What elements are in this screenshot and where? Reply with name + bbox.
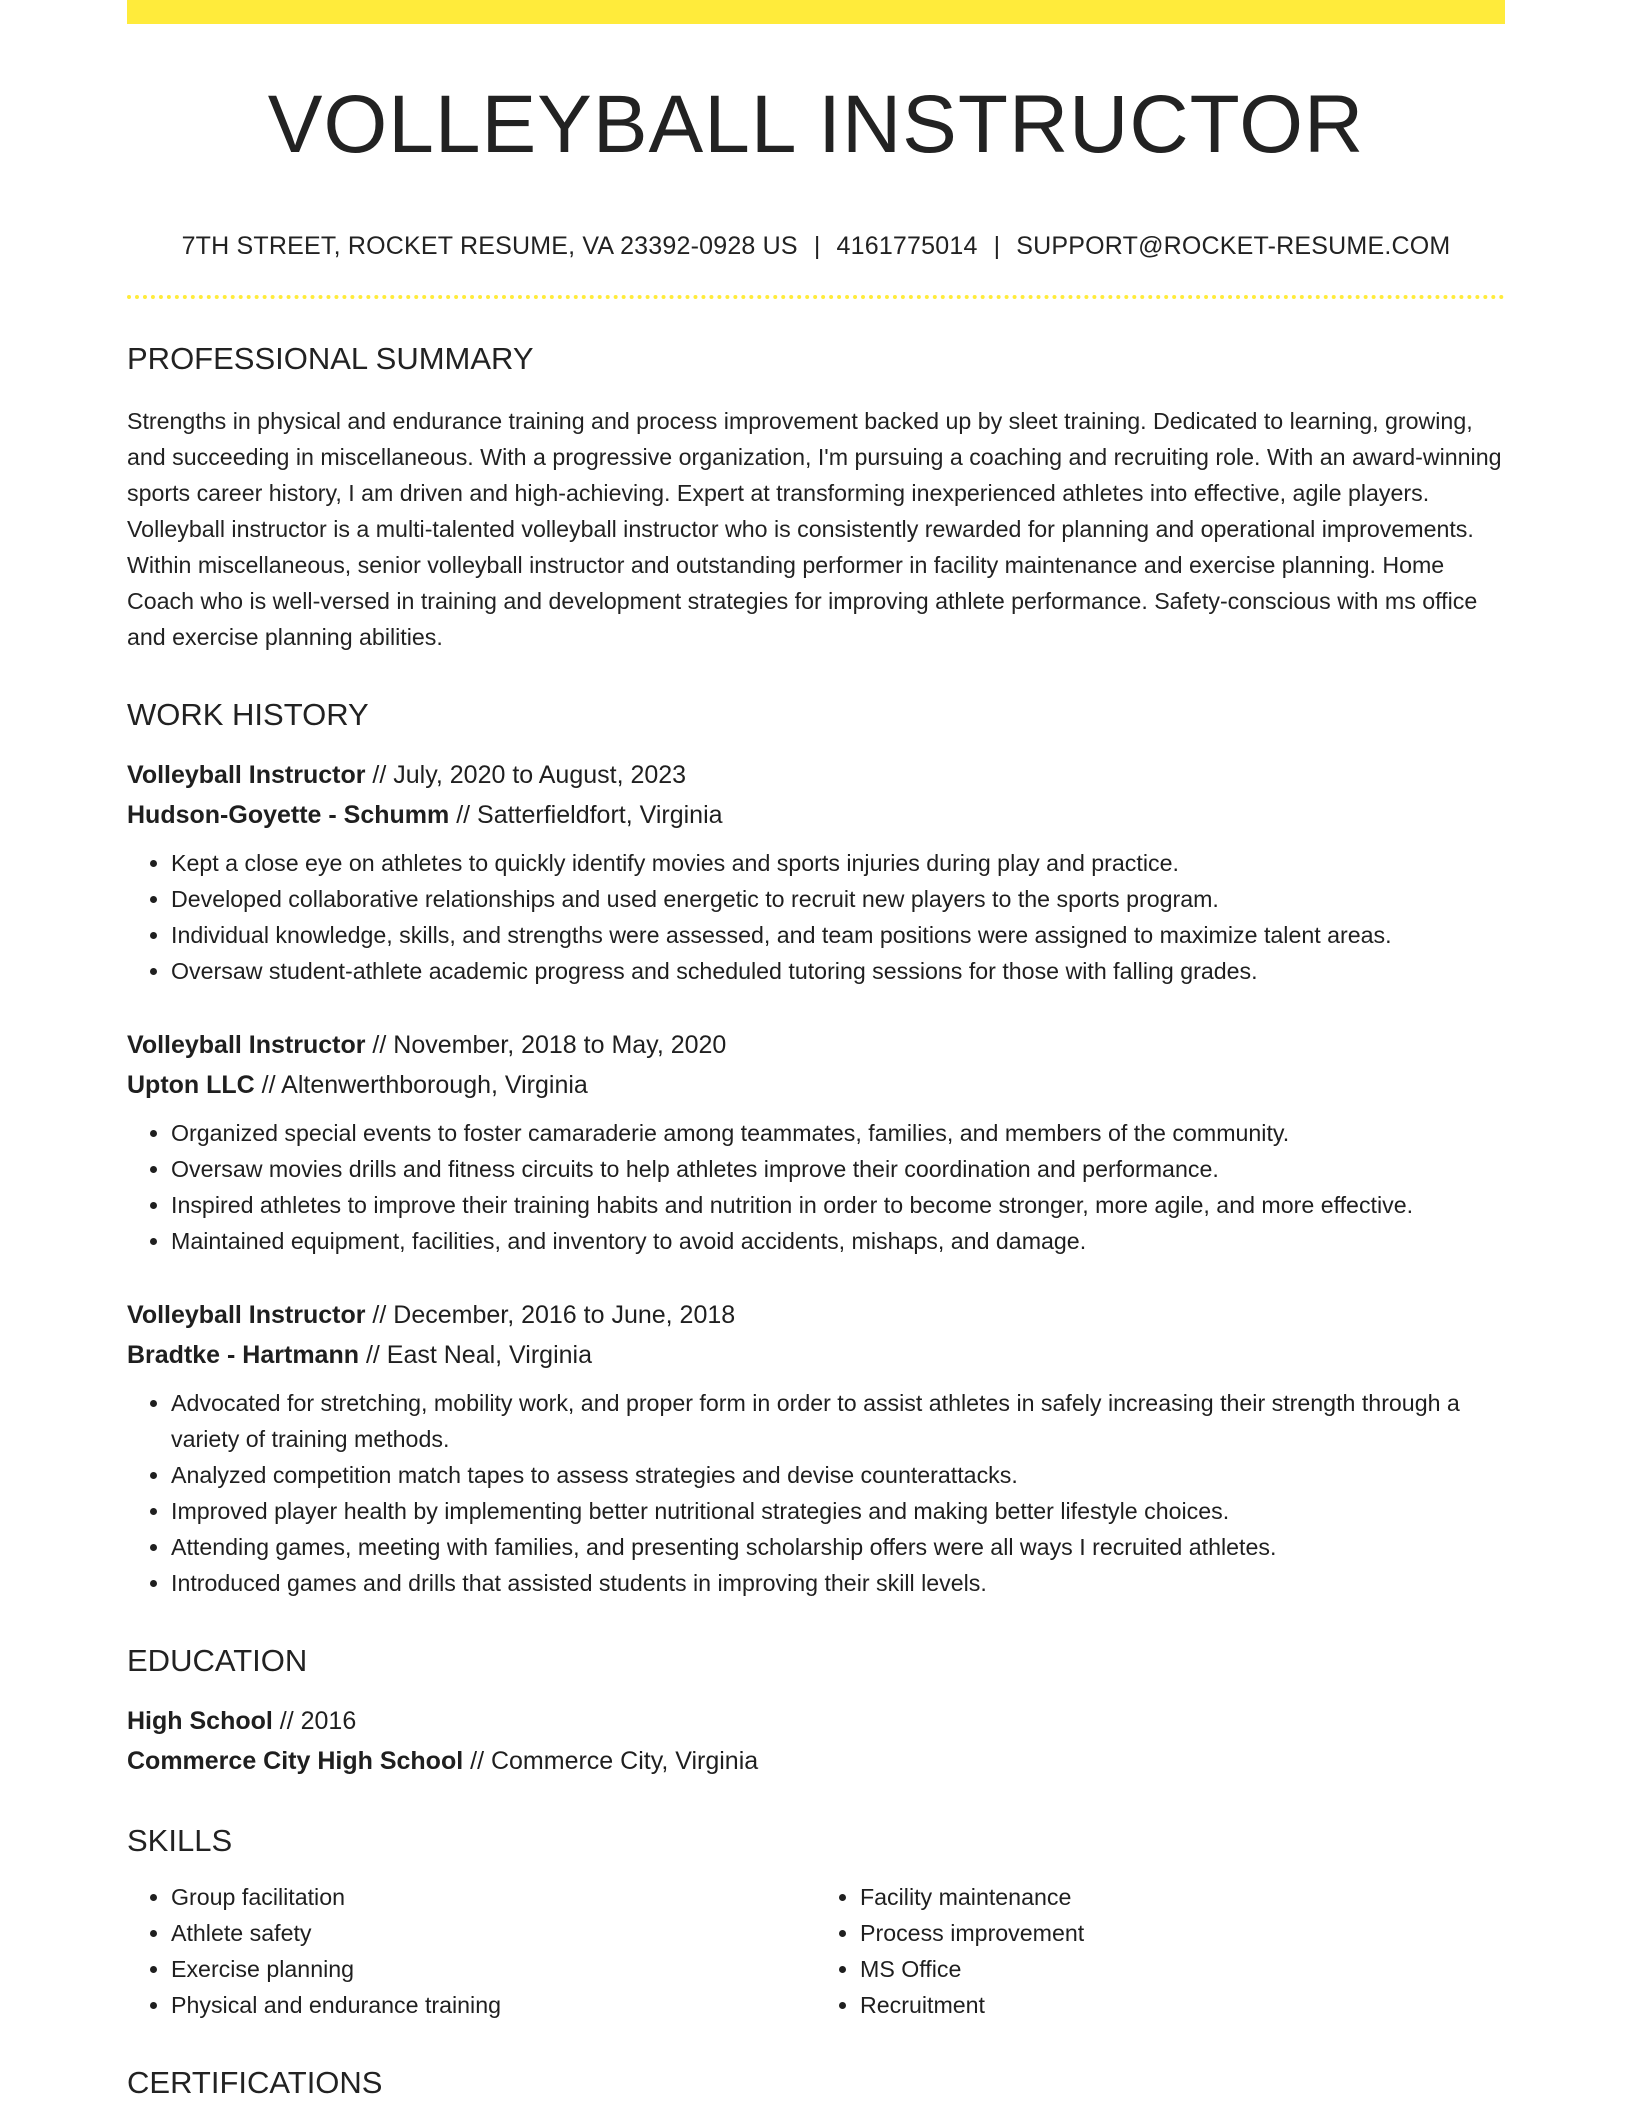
education-school-line: [127, 1741, 1505, 1781]
job-dates: // November, 2018 to May, 2020: [365, 1031, 727, 1059]
education-school: Commerce City High School: [127, 1747, 464, 1775]
job-company: Bradtke - Hartmann: [127, 1341, 359, 1369]
skill-item: • Facility maintenance: [860, 1879, 1505, 1915]
skill-item: • Process improvement: [860, 1915, 1505, 1951]
job-bullet: • Kept a close eye on athletes to quickly identify movies and sports injuries during play and practice.: [171, 845, 1505, 881]
job-bullets: [127, 1385, 1505, 1601]
job-role: Volleyball Instructor: [127, 761, 366, 789]
job-bullets: [127, 1115, 1505, 1259]
certifications-heading: CERTIFICATIONS: [127, 2065, 383, 2100]
skills-column-left: [127, 1879, 816, 2023]
work-history-heading: WORK HISTORY: [127, 697, 369, 732]
job-location: // East Neal, Virginia: [359, 1341, 592, 1369]
job-company: Upton LLC: [127, 1071, 255, 1099]
job-entry: [127, 1025, 1505, 1259]
job-bullet: • Oversaw movies drills and fitness circuits to help athletes improve their coordination and performance.: [171, 1151, 1505, 1187]
job-bullet: • Improved player health by implementing better nutritional strategies and making better lifestyle choices.: [171, 1493, 1505, 1529]
education-location: // Commerce City, Virginia: [463, 1747, 759, 1775]
job-dates: // December, 2016 to June, 2018: [365, 1301, 736, 1329]
job-bullet: • Developed collaborative relationships and used energetic to recruit new players to the sports program.: [171, 881, 1505, 917]
skill-item: • Physical and endurance training: [171, 1987, 816, 2023]
top-accent-bar: [127, 0, 1505, 24]
job-dates: // July, 2020 to August, 2023: [365, 761, 687, 789]
job-bullet: • Introduced games and drills that assisted students in improving their skill levels.: [171, 1565, 1505, 1601]
skill-item: • Athlete safety: [171, 1915, 816, 1951]
skill-item: • Group facilitation: [171, 1879, 816, 1915]
job-role: Volleyball Instructor: [127, 1301, 366, 1329]
job-bullet: • Advocated for stretching, mobility work, and proper form in order to assist athletes in safely increasing their strength through a variety of training methods.: [171, 1385, 1505, 1457]
education-entry: [127, 1701, 1505, 1781]
skill-item: • Recruitment: [860, 1987, 1505, 2023]
education-year: // 2016: [272, 1707, 357, 1735]
job-bullet: • Inspired athletes to improve their training habits and nutrition in order to become stronger, more agile, and more effective.: [171, 1187, 1505, 1223]
education-degree-line: [127, 1701, 1505, 1741]
job-location: // Altenwerthborough, Virginia: [254, 1071, 588, 1099]
job-bullet: • Analyzed competition match tapes to assess strategies and devise counterattacks.: [171, 1457, 1505, 1493]
job-bullet: • Organized special events to foster camaraderie among teammates, families, and members of the community.: [171, 1115, 1505, 1151]
contact-address: 7TH STREET, ROCKET RESUME, VA 23392-0928 US: [181, 232, 798, 260]
contact-line: [127, 232, 1505, 261]
job-bullet: • Attending games, meeting with families, and presenting scholarship offers were all ways I recruited athletes.: [171, 1529, 1505, 1565]
contact-separator: |: [813, 232, 821, 260]
job-bullet: • Maintained equipment, facilities, and inventory to avoid accidents, mishaps, and damage.: [171, 1223, 1505, 1259]
job-role-line: [127, 755, 1505, 795]
job-bullets: [127, 845, 1505, 989]
job-role: Volleyball Instructor: [127, 1031, 366, 1059]
resume-name-title: VOLLEYBALL INSTRUCTOR: [267, 79, 1365, 170]
summary-heading: PROFESSIONAL SUMMARY: [127, 341, 534, 376]
education-degree: High School: [127, 1707, 273, 1735]
skill-item: • MS Office: [860, 1951, 1505, 1987]
job-role-line: [127, 1025, 1505, 1065]
contact-email[interactable]: SUPPORT@ROCKET-RESUME.COM: [1016, 232, 1451, 260]
job-entry: [127, 1295, 1505, 1601]
job-company-line: [127, 795, 1505, 835]
job-bullet: • Oversaw student-athlete academic progress and scheduled tutoring sessions for those with falling grades.: [171, 953, 1505, 989]
skill-item: • Exercise planning: [171, 1951, 816, 1987]
job-location: // Satterfieldfort, Virginia: [449, 801, 723, 829]
skills-column-right: [816, 1879, 1505, 2023]
job-company-line: [127, 1065, 1505, 1105]
job-company-line: [127, 1335, 1505, 1375]
resume-page: [127, 0, 1505, 2101]
job-bullet: • Individual knowledge, skills, and strengths were assessed, and team positions were assigned to maximize talent areas.: [171, 917, 1505, 953]
skills-list: [127, 1879, 1505, 2023]
education-heading: EDUCATION: [127, 1643, 308, 1678]
contact-phone: 4161775014: [836, 232, 978, 260]
summary-text: Strengths in physical and endurance training and process improvement backed up by sleet training. Dedicated to learning, growing, and succeeding in miscellaneous. With a progressive organization, I'm pursuing a coaching and recruiting role. With an award-winning sports career history, I am driven and high-achieving. Expert at transforming inexperienced athletes into effective, agile players. Volleyball instructor is a multi-talented volleyball instructor who is consistently rewarded for planning and operational improvements. Within miscellaneous, senior volleyball instructor and outstanding performer in facility maintenance and exercise planning. Home Coach who is well-versed in training and development strategies for improving athlete performance. Safety-conscious with ms office and exercise planning abilities.: [127, 408, 1502, 650]
skills-heading: SKILLS: [127, 1823, 233, 1858]
contact-separator: |: [993, 232, 1001, 260]
job-company: Hudson-Goyette - Schumm: [127, 801, 450, 829]
dotted-divider: [127, 295, 1505, 299]
job-role-line: [127, 1295, 1505, 1335]
job-entry: [127, 755, 1505, 989]
